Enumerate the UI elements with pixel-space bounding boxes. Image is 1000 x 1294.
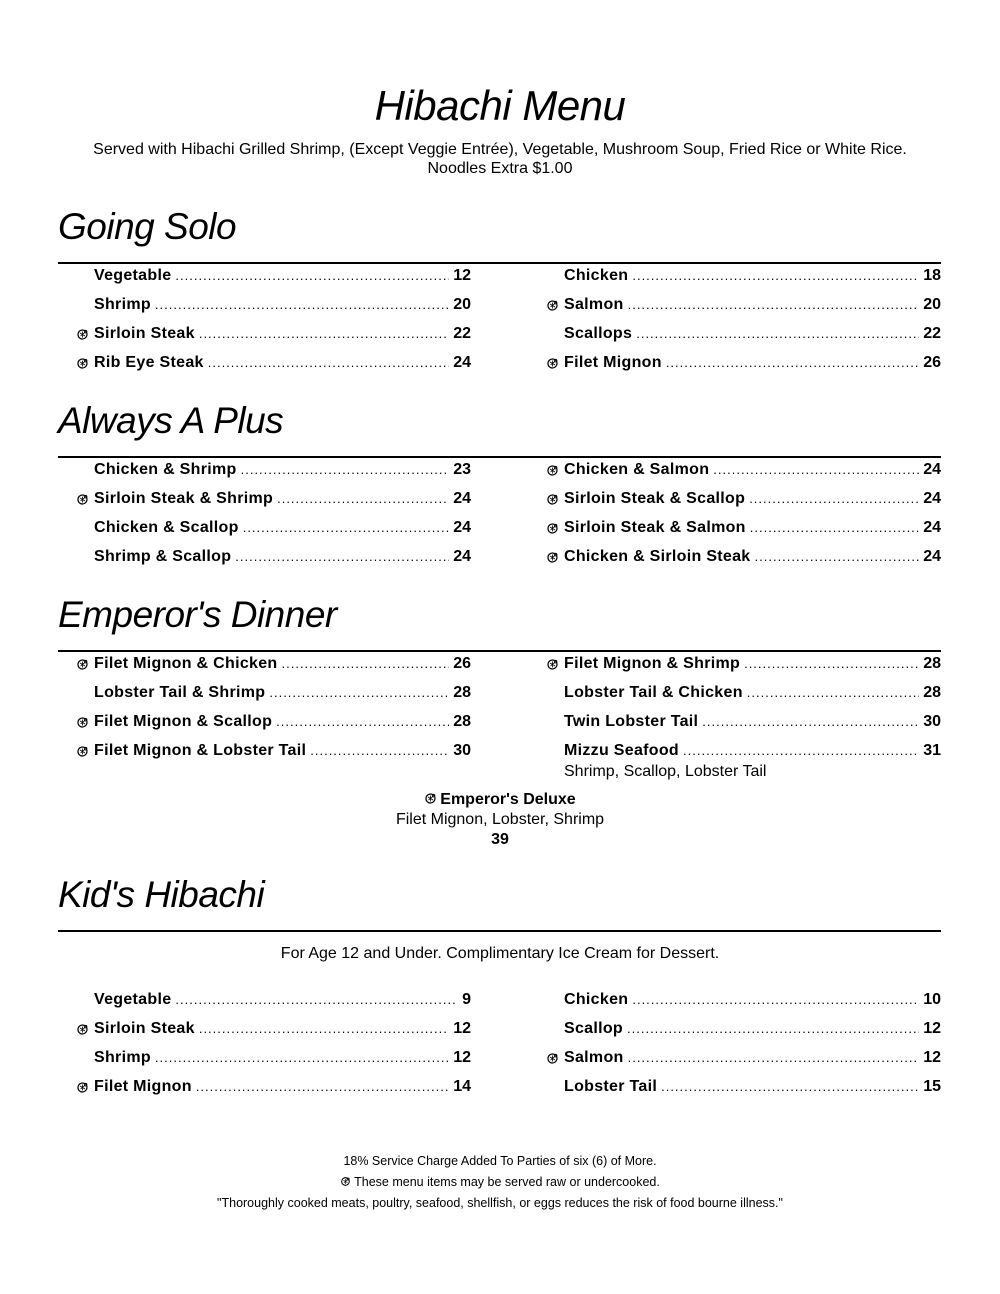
menu-item-name: Sirloin Steak bbox=[94, 1020, 195, 1037]
raw-food-warning-icon bbox=[76, 716, 89, 729]
menu-item-sirloin-steak-and-salmon bbox=[564, 518, 941, 538]
raw-food-warning-icon bbox=[546, 522, 559, 535]
menu-item-name: Sirloin Steak & Shrimp bbox=[94, 490, 274, 507]
raw-food-warning-icon bbox=[546, 551, 559, 564]
menu-item-salmon bbox=[564, 1048, 941, 1068]
dot-leader bbox=[243, 518, 450, 538]
menu-item-price: 26 bbox=[923, 354, 941, 371]
menu-item-name: Lobster Tail & Chicken bbox=[564, 684, 743, 701]
menu-item-name: Chicken bbox=[564, 991, 629, 1008]
menu-item-price: 31 bbox=[923, 742, 941, 759]
menu-item-price: 28 bbox=[453, 684, 471, 701]
menu-item-price: 14 bbox=[453, 1078, 471, 1095]
menu-item-price: 15 bbox=[923, 1078, 941, 1095]
menu-item-name: Filet Mignon bbox=[94, 1078, 192, 1095]
menu-item-scallops bbox=[564, 324, 941, 344]
menu-item-name: Vegetable bbox=[94, 267, 172, 284]
menu-item-sirloin-steak bbox=[94, 324, 471, 344]
menu-item-name: Chicken bbox=[564, 267, 629, 284]
menu-item-price: 30 bbox=[453, 742, 471, 759]
dot-leader bbox=[683, 741, 919, 761]
menu-item-price: 24 bbox=[923, 519, 941, 536]
dot-leader bbox=[661, 1077, 919, 1097]
menu-item-name: Vegetable bbox=[94, 991, 172, 1008]
menu-item-price: 28 bbox=[923, 684, 941, 701]
menu-item-price: 24 bbox=[923, 548, 941, 565]
menu-item-lobster-tail-and-chicken bbox=[564, 683, 941, 703]
dot-leader bbox=[199, 324, 449, 344]
dot-leader bbox=[199, 1019, 449, 1039]
section-divider bbox=[58, 650, 941, 652]
menu-item-price: 22 bbox=[453, 325, 471, 342]
menu-item-name: Scallops bbox=[564, 325, 633, 342]
dot-leader bbox=[276, 712, 449, 732]
subtitle-line-1: Served with Hibachi Grilled Shrimp, (Except Veggie Entrée), Vegetable, Mushroom Soup, Fried Rice or White Rice. bbox=[93, 141, 907, 158]
dot-leader bbox=[636, 324, 919, 344]
menu-item-price: 12 bbox=[923, 1049, 941, 1066]
raw-food-warning-icon bbox=[424, 792, 437, 805]
menu-title: Hibachi Menu bbox=[374, 82, 626, 129]
section-heading-kids-hibachi: Kid's Hibachi bbox=[58, 874, 265, 915]
dot-leader bbox=[628, 295, 920, 315]
kids-hibachi-note: For Age 12 and Under. Complimentary Ice Cream for Dessert. bbox=[280, 945, 720, 962]
dot-leader bbox=[208, 353, 449, 373]
menu-item-vegetable bbox=[94, 990, 471, 1010]
raw-food-warning-icon bbox=[76, 745, 89, 758]
section-divider bbox=[58, 262, 941, 264]
section-divider bbox=[58, 456, 941, 458]
menu-item-name: Shrimp bbox=[94, 1049, 151, 1066]
menu-item-name: Shrimp bbox=[94, 296, 151, 313]
menu-item-price: 12 bbox=[923, 1020, 941, 1037]
section-divider bbox=[58, 930, 941, 932]
menu-item-filet-mignon bbox=[94, 1077, 471, 1097]
menu-item-name: Filet Mignon & Chicken bbox=[94, 655, 278, 672]
raw-food-warning-icon bbox=[546, 299, 559, 312]
menu-item-name: Lobster Tail bbox=[564, 1078, 658, 1095]
emperors-deluxe-price: 39 bbox=[491, 831, 509, 848]
menu-item-mizzu-seafood bbox=[564, 741, 941, 761]
menu-item-price: 9 bbox=[462, 991, 471, 1008]
dot-leader bbox=[750, 518, 919, 538]
menu-item-filet-mignon-and-shrimp bbox=[564, 654, 941, 674]
menu-item-price: 18 bbox=[923, 267, 941, 284]
menu-item-name: Sirloin Steak & Scallop bbox=[564, 490, 746, 507]
raw-food-warning-icon bbox=[76, 1023, 89, 1036]
menu-item-price: 24 bbox=[453, 354, 471, 371]
menu-item-price: 20 bbox=[453, 296, 471, 313]
footer-service-charge: 18% Service Charge Added To Parties of six (6) of More. bbox=[343, 1154, 657, 1168]
raw-notice-text: These menu items may be served raw or undercooked. bbox=[354, 1175, 660, 1189]
menu-item-name: Scallop bbox=[564, 1020, 624, 1037]
section-heading-always-a-plus: Always A Plus bbox=[58, 400, 284, 441]
dot-leader bbox=[666, 353, 919, 373]
menu-item-lobster-tail bbox=[564, 1077, 941, 1097]
subtitle-line-2: Noodles Extra $1.00 bbox=[427, 160, 573, 177]
raw-food-warning-icon bbox=[546, 464, 559, 477]
menu-item-salmon bbox=[564, 295, 941, 315]
dot-leader bbox=[155, 295, 449, 315]
menu-item-filet-mignon-and-lobster-tail bbox=[94, 741, 471, 761]
dot-leader bbox=[277, 489, 449, 509]
section-heading-going-solo: Going Solo bbox=[58, 206, 237, 247]
menu-item-price: 24 bbox=[923, 490, 941, 507]
raw-food-warning-icon bbox=[340, 1176, 351, 1187]
menu-item-chicken-and-scallop bbox=[94, 518, 471, 538]
raw-food-warning-icon bbox=[546, 493, 559, 506]
menu-item-name: Filet Mignon & Shrimp bbox=[564, 655, 741, 672]
menu-item-name: Filet Mignon bbox=[564, 354, 662, 371]
dot-leader bbox=[175, 990, 458, 1010]
menu-item-chicken-and-salmon bbox=[564, 460, 941, 480]
dot-leader bbox=[175, 266, 449, 286]
menu-item-name: Lobster Tail & Shrimp bbox=[94, 684, 266, 701]
raw-food-warning-icon bbox=[76, 328, 89, 341]
menu-item-price: 20 bbox=[923, 296, 941, 313]
menu-item-lobster-tail-and-shrimp bbox=[94, 683, 471, 703]
menu-item-name: Mizzu Seafood bbox=[564, 742, 680, 759]
menu-item-name: Chicken & Shrimp bbox=[94, 461, 237, 478]
menu-item-shrimp-and-scallop bbox=[94, 547, 471, 567]
dot-leader bbox=[632, 990, 919, 1010]
dot-leader bbox=[747, 683, 919, 703]
menu-item-shrimp bbox=[94, 1048, 471, 1068]
menu-item-name: Chicken & Salmon bbox=[564, 461, 710, 478]
menu-item-name: Salmon bbox=[564, 1049, 624, 1066]
dot-leader bbox=[628, 1048, 920, 1068]
menu-item-price: 24 bbox=[453, 490, 471, 507]
menu-item-shrimp bbox=[94, 295, 471, 315]
mizzu-seafood-description: Shrimp, Scallop, Lobster Tail bbox=[564, 763, 767, 780]
menu-item-name: Shrimp & Scallop bbox=[94, 548, 232, 565]
menu-item-price: 12 bbox=[453, 1020, 471, 1037]
dot-leader bbox=[744, 654, 919, 674]
dot-leader bbox=[632, 266, 919, 286]
dot-leader bbox=[713, 460, 919, 480]
emperors-deluxe-name: Emperor's Deluxe bbox=[440, 791, 576, 808]
dot-leader bbox=[702, 712, 919, 732]
menu-item-name: Chicken & Scallop bbox=[94, 519, 239, 536]
menu-item-vegetable bbox=[94, 266, 471, 286]
raw-food-warning-icon bbox=[76, 658, 89, 671]
dot-leader bbox=[755, 547, 920, 567]
footer-health-warning: "Thoroughly cooked meats, poultry, seafood, shellfish, or eggs reduces the risk of food bourne illness." bbox=[217, 1196, 783, 1210]
dot-leader bbox=[241, 460, 450, 480]
dot-leader bbox=[155, 1048, 449, 1068]
raw-food-warning-icon bbox=[546, 658, 559, 671]
menu-item-price: 28 bbox=[923, 655, 941, 672]
dot-leader bbox=[310, 741, 449, 761]
menu-item-price: 23 bbox=[453, 461, 471, 478]
menu-item-name: Rib Eye Steak bbox=[94, 354, 204, 371]
menu-item-filet-mignon-and-chicken bbox=[94, 654, 471, 674]
emperors-deluxe bbox=[0, 790, 1000, 850]
menu-item-name: Filet Mignon & Scallop bbox=[94, 713, 273, 730]
raw-food-warning-icon bbox=[76, 1081, 89, 1094]
menu-item-chicken-and-shrimp bbox=[94, 460, 471, 480]
menu-item-name: Sirloin Steak bbox=[94, 325, 195, 342]
menu-item-name: Twin Lobster Tail bbox=[564, 713, 699, 730]
menu-item-price: 22 bbox=[923, 325, 941, 342]
menu-item-price: 24 bbox=[453, 548, 471, 565]
menu-item-price: 24 bbox=[923, 461, 941, 478]
dot-leader bbox=[282, 654, 450, 674]
menu-item-name: Chicken & Sirloin Steak bbox=[564, 548, 751, 565]
menu-item-name: Sirloin Steak & Salmon bbox=[564, 519, 746, 536]
menu-subtitle bbox=[0, 140, 1000, 178]
dot-leader bbox=[749, 489, 919, 509]
dot-leader bbox=[196, 1077, 449, 1097]
menu-item-twin-lobster-tail bbox=[564, 712, 941, 732]
menu-item-sirloin-steak bbox=[94, 1019, 471, 1039]
menu-item-price: 30 bbox=[923, 713, 941, 730]
menu-item-scallop bbox=[564, 1019, 941, 1039]
menu-item-name: Filet Mignon & Lobster Tail bbox=[94, 742, 307, 759]
menu-item-chicken bbox=[564, 266, 941, 286]
menu-item-price: 12 bbox=[453, 1049, 471, 1066]
raw-food-warning-icon bbox=[76, 357, 89, 370]
dot-leader bbox=[235, 547, 449, 567]
menu-item-sirloin-steak-and-scallop bbox=[564, 489, 941, 509]
emperors-deluxe-description: Filet Mignon, Lobster, Shrimp bbox=[395, 811, 605, 828]
menu-item-price: 26 bbox=[453, 655, 471, 672]
menu-item-filet-mignon bbox=[564, 353, 941, 373]
section-heading-emperors-dinner: Emperor's Dinner bbox=[58, 594, 337, 635]
raw-food-warning-icon bbox=[76, 493, 89, 506]
menu-item-filet-mignon-and-scallop bbox=[94, 712, 471, 732]
menu-item-rib-eye-steak bbox=[94, 353, 471, 373]
menu-item-price: 10 bbox=[923, 991, 941, 1008]
menu-item-chicken bbox=[564, 990, 941, 1010]
raw-food-warning-icon bbox=[546, 357, 559, 370]
menu-item-price: 24 bbox=[453, 519, 471, 536]
menu-item-price: 12 bbox=[453, 267, 471, 284]
menu-item-name: Salmon bbox=[564, 296, 624, 313]
dot-leader bbox=[627, 1019, 919, 1039]
menu-item-chicken-and-sirloin-steak bbox=[564, 547, 941, 567]
dot-leader bbox=[269, 683, 449, 703]
menu-item-sirloin-steak-and-shrimp bbox=[94, 489, 471, 509]
raw-food-warning-icon bbox=[546, 1052, 559, 1065]
menu-item-price: 28 bbox=[453, 713, 471, 730]
footer-raw-notice bbox=[0, 1175, 1000, 1189]
